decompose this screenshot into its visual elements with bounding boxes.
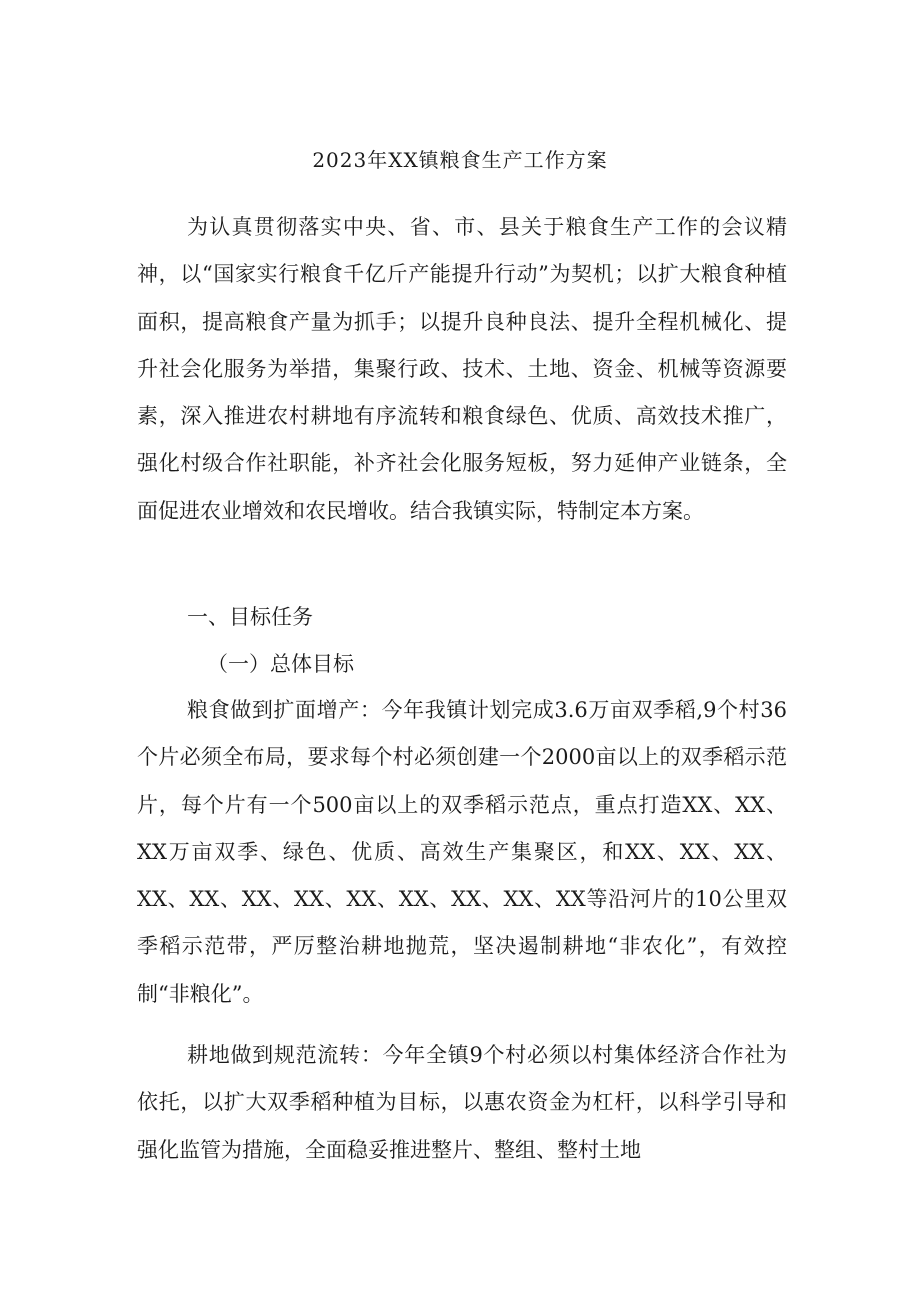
section-heading-goals: 一、目标任务 [187, 605, 313, 629]
land-transfer-paragraph: 耕地做到规范流转：今年全镇9个村必须以村集体经济合作社为依托，以扩大双季稻种植为目标，以惠农资金为杠杆，以科学引导和强化监管为措施，全面稳妥推进整片、整组、整村土地 [137, 1043, 787, 1162]
intro-paragraph: 为认真贯彻落实中央、省、市、县关于粮食生产工作的会议精神，以“国家实行粮食千亿斤产能提升行动”为契机；以扩大粮食种植面积，提高粮食产量为抓手；以提升良种良法、提升全程机械化、提升社会化服务为举措，集聚行政、技术、土地、资金、机械等资源要素，深入推进农村耕地有序流转和粮食绿色、优质、高效技术推广，强化村级合作社职能，补齐社会化服务短板，努力延伸产业链条，全面促进农业增效和农民增收。结合我镇实际，特制定本方案。 [137, 215, 787, 523]
grain-production-paragraph: 粮食做到扩面增产：今年我镇计划完成3.6万亩双季稻,9个村36个片必须全布局，要求每个村必须创建一个2000亩以上的双季稻示范片，每个片有一个500亩以上的双季稻示范点，重点打造XX、XX、XX万亩双季、绿色、优质、高效生产集聚区，和XX、XX、XX、XX、XX、XX、XX、XX、XX、XX、XX、XX等沿河片的10公里双季稻示范带，严厉整治耕地抛荒，坚决遏制耕地“非农化”，有效控制“非粮化”。 [137, 698, 787, 1006]
document-title: 2023年XX镇粮食生产工作方案 [312, 148, 608, 172]
subsection-heading-overall-goal: （一）总体目标 [207, 652, 354, 676]
